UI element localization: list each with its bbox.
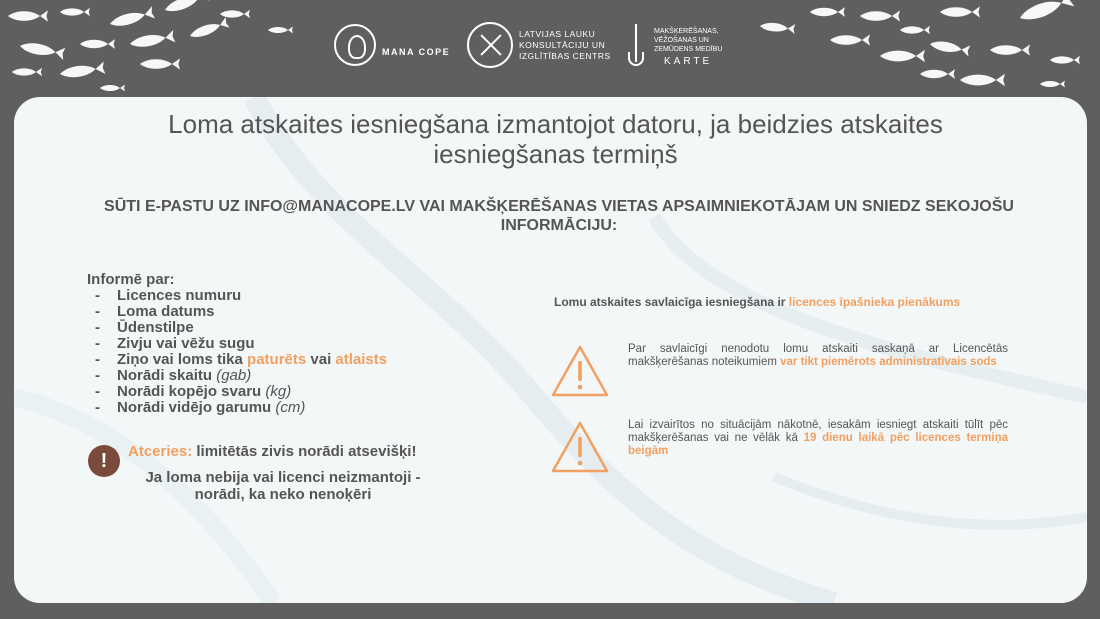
released-highlight: atlaists <box>335 351 388 368</box>
list-item <box>87 384 487 400</box>
inform-list <box>87 288 487 416</box>
warning-highlight: var tikt piemērots administratīvais sods <box>780 356 997 368</box>
obligation-highlight: licences īpašnieka pienākums <box>788 295 961 309</box>
info-card <box>14 97 1087 603</box>
list-item-text: Loma datums <box>117 303 215 320</box>
manacope-logo <box>334 24 450 66</box>
karte-word: KARTE <box>664 55 713 67</box>
llkc-cross-logo-icon <box>467 22 513 68</box>
list-item <box>87 320 487 336</box>
remember-subnote: Ja loma nebija vai licenci neizmantoji - norādi, ka neko nenoķēri <box>145 469 421 503</box>
obligation-text: Lomu atskaites savlaicīga iesniegšana ir <box>554 295 789 309</box>
list-item-text: Norādi kopējo svaru <box>117 383 266 400</box>
kept-highlight: paturēts <box>247 351 307 368</box>
remember-line <box>128 443 416 460</box>
list-item-text: Ziņo vai loms tika <box>117 351 248 368</box>
karte-logo <box>626 22 754 70</box>
unit-label: (cm) <box>275 399 306 416</box>
warning-text <box>628 343 1008 369</box>
warning-body: Lai izvairītos no situācijām nākotnē, iesakām iesniegt atskaiti tūlīt pēc makšķerēšanas vai ne vēlāk kā <box>628 419 1008 444</box>
karte-logo-text <box>654 27 754 66</box>
obligation-heading <box>554 295 960 309</box>
karte-line: MAKŠĶERĒŠANAS, <box>654 27 719 35</box>
manacope-logo-text: MANA COPE <box>382 47 451 57</box>
warning-triangle-icon <box>550 343 610 399</box>
warning-triangle-icon <box>550 419 610 475</box>
page-title: Loma atskaites iesniegšana izmantojot datoru, ja beidzies atskaites iesniegšanas termiņš <box>168 109 943 169</box>
exclamation-icon: ! <box>88 445 120 477</box>
list-item-text: Ūdenstilpe <box>117 319 194 336</box>
list-item <box>87 288 487 304</box>
karte-line: VĒŽOŠANAS UN <box>654 36 709 44</box>
list-item-text: Norādi vidējo garumu <box>117 399 276 416</box>
list-item-text: Licences numuru <box>117 287 242 304</box>
unit-label: (gab) <box>216 367 252 384</box>
llkc-line: LATVIJAS LAUKU <box>519 28 596 39</box>
fish-hook-logo-icon <box>334 24 376 66</box>
list-item <box>87 368 487 384</box>
remember-text: limitētās zivis norādi atsevišķi! <box>192 443 417 460</box>
inform-section <box>87 271 487 416</box>
warning-text <box>628 419 1008 458</box>
instructions-subtitle: SŪTI E-PASTU UZ INFO@MANACOPE.LV VAI MAKŠĶERĒŠANAS VIETAS APSAIMNIEKOTĀJAM UN SNIEDZ SEKOJOŠU INFORMĀCIJU: <box>104 198 1014 234</box>
fishing-hook-icon <box>626 22 648 70</box>
warning-body: Par savlaicīgi nenodotu lomu atskaiti saskaņā ar Licencētās makšķerēšanas noteikumiem <box>628 343 1008 368</box>
llkc-logo <box>467 22 617 68</box>
karte-line: ZEMŪDENS MEDĪBU <box>654 45 723 53</box>
llkc-line: KONSULTĀCIJU UN <box>519 39 606 50</box>
list-item <box>87 336 487 352</box>
list-item-text: Norādi skaitu <box>117 367 217 384</box>
warning-highlight: 19 dienu laikā pēc licences termiņa beigām <box>628 432 1009 457</box>
inform-heading: Informē par: <box>87 271 175 288</box>
remember-label: Atceries: <box>128 443 193 460</box>
partner-logos <box>0 22 1100 78</box>
llkc-logo-text <box>519 29 617 62</box>
list-item <box>87 304 487 320</box>
list-item <box>87 400 487 416</box>
llkc-line: IZGLĪTĪBAS CENTRS <box>519 50 611 61</box>
list-item-text: Zivju vai vēžu sugu <box>117 335 255 352</box>
list-item <box>87 352 487 368</box>
list-item-text: vai <box>306 351 336 368</box>
unit-label: (kg) <box>265 383 292 400</box>
